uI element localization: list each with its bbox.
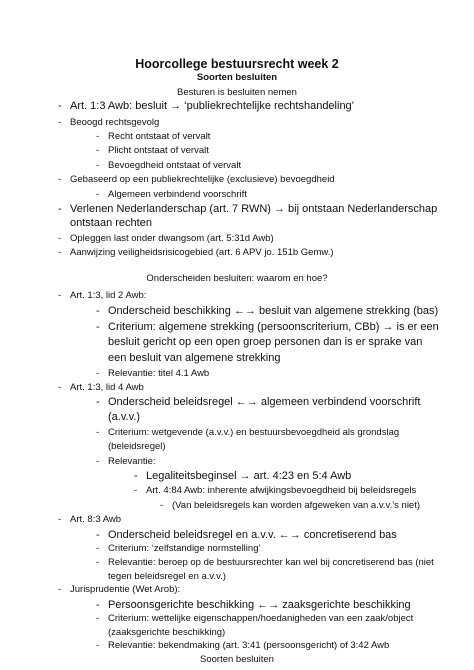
list-item-text: Jurisprudentie (Wet Arob): bbox=[70, 584, 181, 596]
list-item-continuation: ontstaan rechten bbox=[70, 217, 152, 230]
list-item-text: Onderscheid beschikking ←→ besluit van algemene strekking (bas) bbox=[108, 304, 439, 317]
list-item-text: Onderscheid beleidsregel en a.v.v. ←→ concretiserend bas bbox=[108, 528, 397, 541]
list-item bbox=[96, 427, 399, 438]
section-heading: Onderscheiden besluiten: waarom en hoe? bbox=[146, 273, 328, 285]
list-item bbox=[96, 145, 209, 156]
list-bullet: - bbox=[58, 202, 62, 215]
list-item bbox=[58, 203, 437, 215]
list-bullet: - bbox=[96, 640, 100, 651]
list-item-text: Bevoegdheid ontstaat of vervalt bbox=[108, 159, 242, 171]
list-item-text: Beoogd rechtsgevolg bbox=[70, 116, 160, 128]
list-item-text: Relevantie: bekendmaking (art. 3:41 (persoonsgericht) of 3:42 Awb bbox=[108, 640, 390, 651]
list-item-text: Relevantie: bbox=[108, 455, 156, 467]
list-item bbox=[96, 613, 413, 624]
list-bullet: - bbox=[96, 321, 100, 334]
list-item bbox=[160, 500, 420, 511]
list-item-text: Aanwijzing veiligheidsrisicogebied (art. 6 APV jo. 151b Gemw.) bbox=[70, 247, 334, 259]
list-bullet: - bbox=[96, 598, 100, 611]
list-item-text: Persoonsgerichte beschikking ←→ zaaksgerichte beschikking bbox=[108, 598, 411, 611]
list-item-text: Criterium: ‘zelfstandige normstelling’ bbox=[108, 542, 261, 554]
section-heading: Soorten besluiten bbox=[200, 654, 274, 665]
list-bullet: - bbox=[58, 232, 62, 244]
list-item-text: Criterium: wettelijke eigenschappen/hoedanigheden van een zaak/object bbox=[108, 613, 414, 625]
list-item bbox=[58, 247, 334, 258]
list-bullet: - bbox=[96, 542, 100, 554]
list-bullet: - bbox=[96, 528, 100, 541]
list-bullet: - bbox=[134, 485, 138, 497]
list-bullet: - bbox=[96, 368, 100, 380]
list-bullet: - bbox=[96, 145, 100, 157]
list-bullet: - bbox=[96, 130, 100, 142]
list-item-text: Verlenen Nederlanderschap (art. 7 RWN) → bij ontstaan Nederlanderschap bbox=[70, 202, 438, 215]
list-item bbox=[96, 321, 439, 333]
list-bullet: - bbox=[58, 584, 62, 596]
list-item bbox=[96, 305, 438, 317]
list-item-text: Onderscheid beleidsregel ←→ algemeen verbindend voorschrift bbox=[108, 396, 421, 409]
intro-heading: Besturen is besluiten nemen bbox=[177, 86, 297, 98]
list-item-text: Gebaseerd op een publiekrechtelijke (exclusieve) bevoegdheid bbox=[70, 174, 335, 186]
list-bullet: - bbox=[58, 174, 62, 186]
list-item bbox=[58, 233, 274, 244]
document-subtitle: Soorten besluiten bbox=[196, 72, 278, 84]
list-item-text: Opleggen last onder dwangsom (art. 5:31d Awb) bbox=[70, 232, 274, 244]
list-item-text: Relevantie: titel 4.1 Awb bbox=[108, 368, 210, 380]
list-item bbox=[96, 189, 247, 200]
list-item-text: Art. 8:3 Awb bbox=[70, 514, 122, 526]
list-item bbox=[96, 557, 434, 568]
list-bullet: - bbox=[134, 469, 138, 482]
list-bullet: - bbox=[96, 426, 100, 438]
list-bullet: - bbox=[96, 159, 100, 171]
list-item-text: (Van beleidsregels kan worden afgeweken van a.v.v.’s niet) bbox=[172, 499, 421, 511]
list-item bbox=[96, 543, 261, 554]
list-item bbox=[58, 290, 146, 301]
list-bullet: - bbox=[96, 396, 100, 409]
list-item-text: Plicht ontstaat of vervalt bbox=[108, 145, 209, 157]
list-item-continuation: een besluit van algemene strekking bbox=[108, 351, 281, 364]
list-item bbox=[58, 117, 159, 128]
list-item bbox=[58, 382, 144, 393]
list-item bbox=[96, 131, 210, 142]
list-item-text: Criterium: algemene strekking (persoonscriterium, CBb) → is er een bbox=[108, 321, 439, 334]
list-item-text: Art. 4:84 Awb: inherente afwijkingsbevoegdheid bij beleidsregels bbox=[146, 485, 417, 497]
list-item bbox=[96, 368, 209, 379]
list-item-text: Algemeen verbindend voorschrift bbox=[108, 188, 247, 200]
list-item bbox=[58, 584, 180, 595]
list-item bbox=[58, 514, 121, 525]
list-item bbox=[96, 599, 411, 611]
list-item bbox=[134, 485, 416, 496]
document-title: Hoorcollege bestuursrecht week 2 bbox=[135, 57, 339, 71]
list-bullet: - bbox=[96, 613, 100, 625]
list-bullet: - bbox=[96, 455, 100, 467]
list-item bbox=[96, 529, 397, 541]
list-item-continuation: besluit gericht op een open groep personen dan is er sprake van bbox=[108, 336, 423, 349]
list-bullet: - bbox=[58, 116, 62, 128]
list-item-text: Art. 1:3, lid 4 Awb bbox=[70, 381, 144, 393]
list-item bbox=[96, 640, 389, 651]
list-item bbox=[134, 470, 351, 482]
list-bullet: - bbox=[58, 290, 62, 302]
list-bullet: - bbox=[96, 188, 100, 200]
list-item-continuation: (zaaksgerichte beschikking) bbox=[108, 626, 226, 638]
list-bullet: - bbox=[58, 514, 62, 526]
list-item bbox=[58, 174, 335, 185]
list-item bbox=[58, 100, 354, 112]
list-item-text: Art. 1:3 Awb: besluit → ‘publiekrechtelijke rechtshandeling’ bbox=[70, 100, 355, 113]
list-bullet: - bbox=[58, 247, 62, 259]
list-bullet: - bbox=[160, 499, 164, 511]
list-item bbox=[96, 160, 241, 171]
list-item-text: Criterium: wetgevende (a.v.v.) en bestuursbevoegdheid als grondslag bbox=[108, 426, 400, 438]
list-item bbox=[96, 456, 156, 467]
list-item-text: Legaliteitsbeginsel → art. 4:23 en 5:4 Awb bbox=[146, 469, 352, 482]
list-bullet: - bbox=[96, 304, 100, 317]
list-item-text: Relevantie: beroep op de bestuursrechter kan wel bij concretiserend bas (niet bbox=[108, 557, 434, 569]
list-bullet: - bbox=[96, 557, 100, 569]
list-item-text: Art. 1:3, lid 2 Awb: bbox=[70, 290, 147, 302]
list-item bbox=[96, 396, 420, 408]
list-item-continuation: tegen beleidsregel en a.v.v.) bbox=[108, 570, 226, 582]
list-bullet: - bbox=[58, 100, 62, 113]
list-item-continuation: (a.v.v.) bbox=[108, 411, 140, 424]
list-bullet: - bbox=[58, 381, 62, 393]
list-item-text: Recht ontstaat of vervalt bbox=[108, 130, 211, 142]
list-item-continuation: (beleidsregel) bbox=[108, 441, 166, 453]
